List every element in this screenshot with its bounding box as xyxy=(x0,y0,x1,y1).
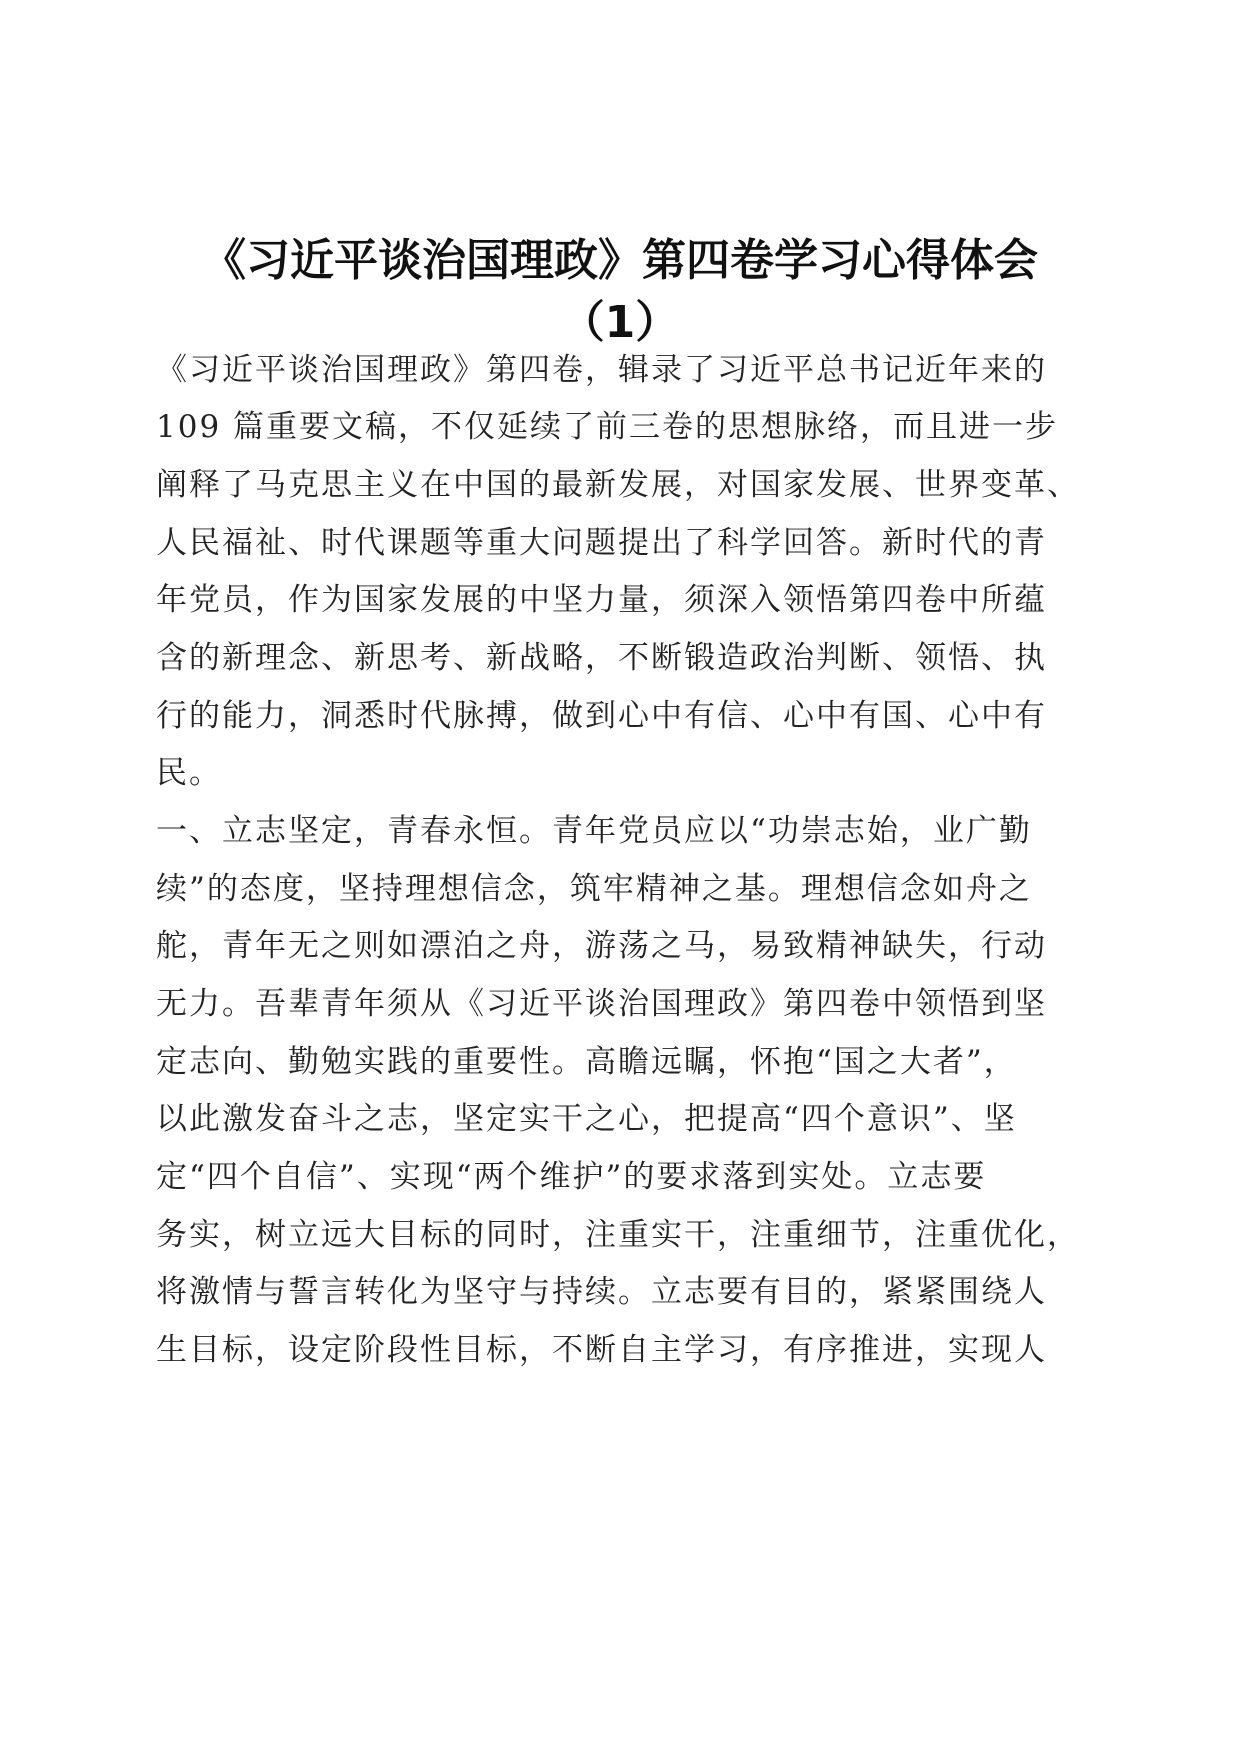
document-title-number: （1） xyxy=(560,297,680,348)
body-line: 人民福祉、时代课题等重大问题提出了科学回答。新时代的青 xyxy=(156,525,1047,561)
body-line: 阐释了马克思主义在中国的最新发展，对国家发展、世界变革、 xyxy=(156,467,1080,503)
body-line: 舵，青年无之则如漂泊之舟，游荡之马，易致精神缺失，行动 xyxy=(156,928,1047,964)
body-line: 含的新理念、新思考、新战略，不断锻造政治判断、领悟、执 xyxy=(156,640,1047,676)
body-line: 《习近平谈治国理政》第四卷，辑录了习近平总书记近年来的 xyxy=(156,352,1047,388)
body-line: 定“四个自信”、实现“两个维护”的要求落到实处。立志要 xyxy=(156,1159,987,1195)
body-line: 年党员，作为国家发展的中坚力量，须深入领悟第四卷中所蕴 xyxy=(156,582,1047,618)
body-line: 民。 xyxy=(156,755,222,791)
body-line: 续”的态度，坚持理想信念，筑牢精神之基。理想信念如舟之 xyxy=(156,871,1032,907)
document-title: 《习近平谈治国理政》第四卷学习心得体会 xyxy=(202,235,1038,286)
body-line: 生目标，设定阶段性目标，不断自主学习，有序推进，实现人 xyxy=(156,1332,1047,1368)
body-line: 务实，树立远大目标的同时，注重实干，注重细节，注重优化， xyxy=(156,1217,1080,1253)
body-line: 以此激发奋斗之志，坚定实干之心，把提高“四个意识”、坚 xyxy=(156,1101,1017,1137)
body-line: 行的能力，洞悉时代脉搏，做到心中有信、心中有国、心中有 xyxy=(156,698,1047,734)
body-line: 将激情与誓言转化为坚守与持续。立志要有目的，紧紧围绕人 xyxy=(156,1274,1047,1310)
body-line: 无力。吾辈青年须从《习近平谈治国理政》第四卷中领悟到坚 xyxy=(156,986,1047,1022)
body-line: 109 篇重要文稿，不仅延续了前三卷的思想脉络，而且进一步 xyxy=(156,409,1059,445)
body-line: 定志向、勤勉实践的重要性。高瞻远瞩，怀抱“国之大者”， xyxy=(156,1044,1017,1080)
section-heading-line: 一、立志坚定，青春永恒。青年党员应以“功崇志始，业广勤 xyxy=(156,813,1032,849)
